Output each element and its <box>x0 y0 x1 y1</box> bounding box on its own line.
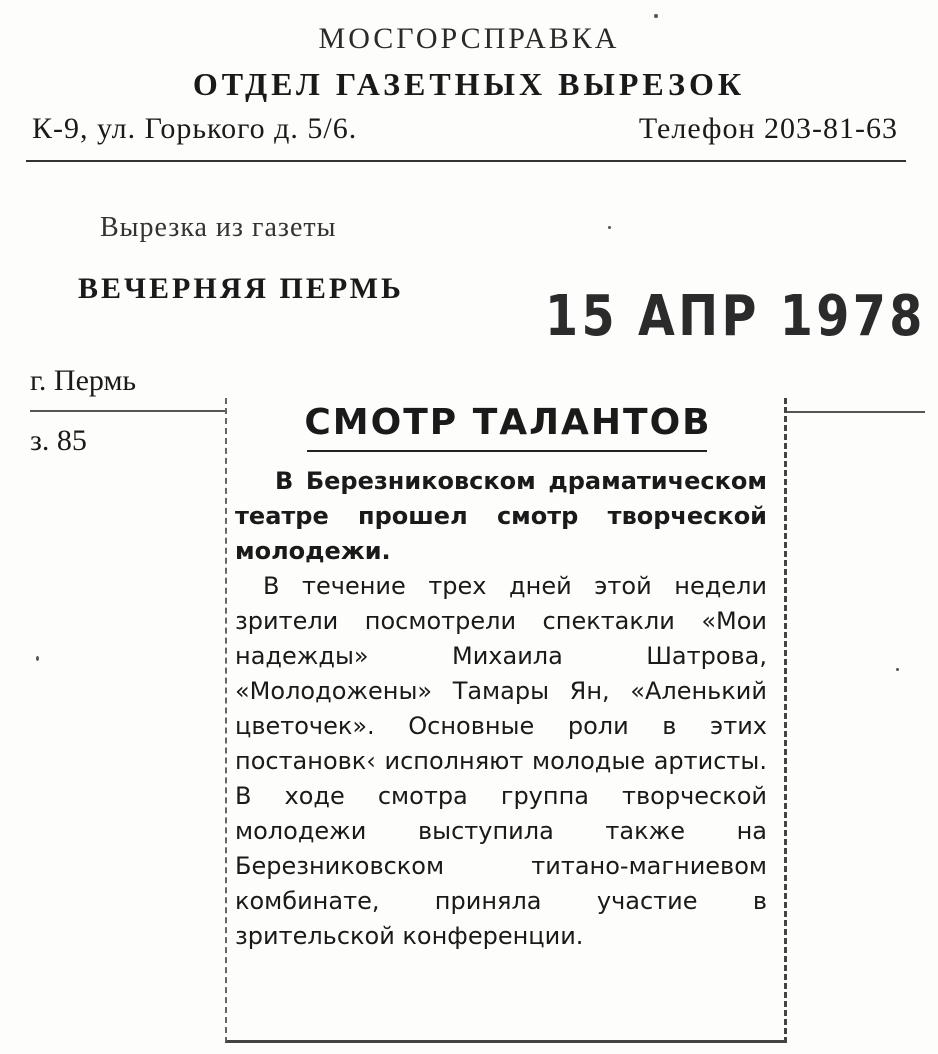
phone: Телефон 203-81-63 <box>638 112 898 145</box>
article-clipping <box>225 398 787 1043</box>
print-speck <box>36 656 39 661</box>
date-stamp: 15 АПР 1978 <box>545 284 926 349</box>
print-speck <box>654 14 658 18</box>
field-divider <box>30 410 225 412</box>
order-number: з. 85 <box>30 424 87 457</box>
organization-name: МОСГОРСПРАВКА <box>318 22 620 55</box>
article-text: В течение трех дней этой недели зрители посмотрели спектакли «Мои надежды» Михаила Шатрова, «Молодожены» Тамары Ян, «Аленький цветочек». Основные роли в этих постановк‹ исполняют молодые артисты. В ходе смотра группа творческой молодежи выступила также на Березниковском титано-магниевом комбинате, приняла участие в зрительской конференции. <box>235 572 767 950</box>
article-title: СМОТР ТАЛАНТОВ <box>304 402 712 443</box>
clipping-label: Вырезка из газеты <box>100 212 337 243</box>
newspaper-name: ВЕЧЕРНЯЯ ПЕРМЬ <box>78 272 404 305</box>
department-name: ОТДЕЛ ГАЗЕТНЫХ ВЫРЕЗОК <box>192 66 746 102</box>
field-divider <box>785 411 925 413</box>
article-lead: В Березниковском драматическом театре прошел смотр творческой молодежи. <box>235 467 767 565</box>
city: г. Пермь <box>30 364 137 397</box>
title-underline <box>307 450 707 452</box>
address: К-9, ул. Горького д. 5/6. <box>32 112 358 145</box>
article-body <box>235 464 767 954</box>
print-speck <box>608 226 611 229</box>
header-divider <box>26 160 906 162</box>
print-speck <box>896 668 899 671</box>
